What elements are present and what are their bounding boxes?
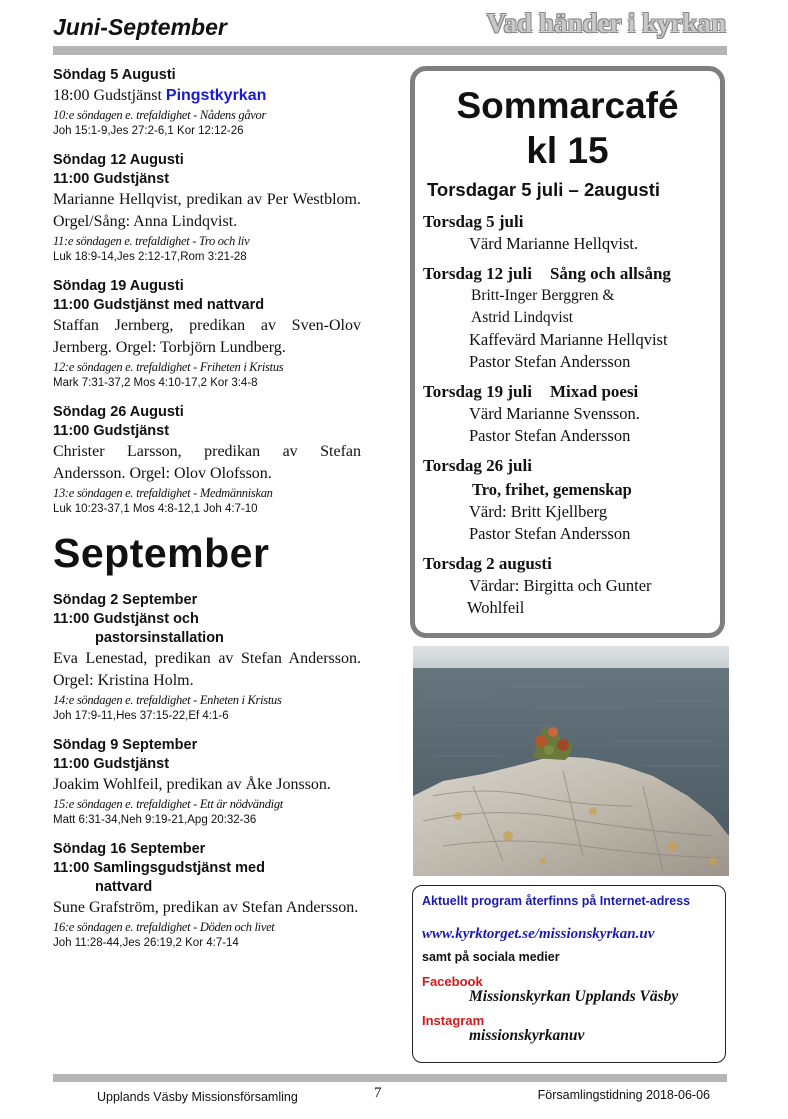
cafe-period: Torsdagar 5 juli – 2augusti [427,179,661,200]
service-entry [53,277,361,391]
cafe-theme: Mixad poesi [549,382,639,401]
cafe-host: Värd Marianne Hellqvist. [469,234,639,253]
social-media-note: samt på sociala medier [422,950,560,964]
cafe-title-line: Sommarcafé [456,85,679,126]
cafe-item [423,211,718,255]
service-title: 11:00 Gudstjänst [53,423,170,439]
service-title [53,610,361,648]
liturgical-sunday: 12:e söndagen e. trefaldighet - Friheten i Kristus [53,360,284,374]
instagram-label: Instagram [422,1013,485,1028]
cafe-day: Torsdag 5 juli [423,212,524,231]
service-description [53,85,361,107]
service-title [53,859,361,897]
liturgical-sunday: 14:e söndagen e. trefaldighet - Enheten i Kristus [53,693,282,707]
service-title: 11:00 Gudstjänst med nattvard [53,297,265,313]
cafe-performer: Britt-Inger Berggren & [471,287,615,304]
cafe-day: Torsdag 12 juli [423,264,532,283]
liturgical-sunday: 15:e söndagen e. trefaldighet - Ett är nödvändigt [53,797,283,811]
online-info-heading: Aktuellt program återfinns på Internet-adress [422,894,691,908]
cafe-schedule [423,211,718,627]
service-description: Eva Lenestad, predikan av Stefan Andersson. Orgel: Kristina Holm. [53,650,361,689]
cafe-host: Värd: Britt Kjellberg [469,502,608,521]
cafe-host: Wohlfeil [467,598,525,617]
cafe-theme: Tro, frihet, gemenskap [472,480,632,499]
service-date: Söndag 26 Augusti [53,404,184,420]
liturgical-sunday: 16:e söndagen e. trefaldighet - Döden och livet [53,920,275,934]
service-date: Söndag 16 September [53,841,206,857]
cafe-item [423,553,718,619]
footer-rule [53,1074,727,1082]
cafe-host: Värd Marianne Svensson. [469,404,640,423]
cafe-theme: Sång och allsång [549,264,671,283]
service-entry [53,151,361,265]
service-title: 11:00 Gudstjänst [53,756,170,772]
service-date: Söndag 19 Augusti [53,278,184,294]
cafe-title [415,83,720,173]
service-description: Staffan Jernberg, predikan av Sven-Olov Jernberg. Orgel: Torbjörn Lundberg. [53,317,361,356]
cafe-pastor: Pastor Stefan Andersson [469,426,631,445]
service-entry [53,66,361,139]
cafe-host: Kaffevärd Marianne Hellqvist [469,330,668,349]
service-title-line: 11:00 Gudstjänst och [53,611,199,627]
cafe-item [423,381,718,447]
cafe-pastor: Pastor Stefan Andersson [469,352,631,371]
cafe-item [423,263,718,373]
cafe-day-heading [423,381,718,403]
service-title-line: nattvard [95,879,153,895]
website-link[interactable]: www.kyrktorget.se/missionskyrkan.uv [422,926,655,942]
cafe-item [423,455,718,545]
cafe-host: Värdar: Birgitta och Gunter [469,576,652,595]
service-title: 11:00 Gudstjänst [53,171,170,187]
bible-references: Mark 7:31-37,2 Mos 4:10-17,2 Kor 3:4-8 [53,377,258,389]
liturgical-sunday: 11:e söndagen e. trefaldighet - Tro och liv [53,234,250,248]
instagram-account-link[interactable]: missionskyrkanuv [469,1027,585,1044]
bible-references: Joh 17:9-11,Hes 37:15-22,Ef 4:1-6 [53,710,229,722]
service-entry [53,591,361,724]
liturgical-sunday: 13:e söndagen e. trefaldighet - Medmänniskan [53,486,273,500]
service-description: Sune Grafström, predikan av Stefan Andersson. [53,899,359,916]
cafe-performer: Astrid Lindqvist [471,309,574,326]
bible-references: Luk 10:23-37,1 Mos 4:8-12,1 Joh 4:7-10 [53,503,258,515]
header-rule [53,46,727,55]
cafe-time: kl 15 [526,130,609,171]
venue-name: Pingstkyrkan [165,87,267,104]
service-date: Söndag 9 September [53,737,198,753]
cafe-day: Torsdag 2 augusti [423,554,552,573]
footer-organization: Upplands Väsby Missionsförsamling [97,1090,298,1104]
bible-references: Luk 18:9-14,Jes 2:12-17,Rom 3:21-28 [53,251,247,263]
facebook-label: Facebook [422,974,483,989]
cafe-day-heading [423,263,718,285]
service-date: Söndag 2 September [53,592,198,608]
bible-references: Joh 11:28-44,Jes 26:19,2 Kor 4:7-14 [53,937,239,949]
service-title-line: pastorsinstallation [95,630,224,646]
service-description: Marianne Hellqvist, predikan av Per Westblom. Orgel/Sång: Anna Lindqvist. [53,191,361,230]
cafe-day: Torsdag 19 juli [423,382,532,401]
month-heading: September [53,530,270,576]
service-description: Christer Larsson, predikan av Stefan Andersson. Orgel: Olov Olofsson. [53,443,361,482]
service-time: 18:00 Gudstjänst [53,87,166,104]
seashore-photo [413,646,729,876]
summer-cafe-box [410,66,725,638]
section-title: Juni-September [53,14,227,40]
online-info-box [412,885,726,1063]
service-entry [53,840,361,951]
page-number: 7 [374,1085,382,1101]
service-title-line: 11:00 Samlingsgudstjänst med [53,860,265,876]
bible-references: Joh 15:1-9,Jes 27:2-6,1 Kor 12:12-26 [53,125,244,137]
cafe-pastor: Pastor Stefan Andersson [469,524,631,543]
service-date: Söndag 5 Augusti [53,67,176,83]
page-heading: Vad händer i kyrkan [486,8,726,38]
service-description: Joakim Wohlfeil, predikan av Åke Jonsson. [53,776,331,793]
service-entry [53,403,361,517]
bible-references: Matt 6:31-34,Neh 9:19-21,Apg 20:32-36 [53,814,257,826]
service-entry [53,736,361,828]
facebook-page-link[interactable]: Missionskyrkan Upplands Väsby [469,988,679,1005]
service-schedule [53,66,361,963]
liturgical-sunday: 10:e söndagen e. trefaldighet - Nådens gåvor [53,108,267,122]
service-date: Söndag 12 Augusti [53,152,184,168]
footer-publication: Församlingstidning 2018-06-06 [537,1088,710,1102]
cafe-day: Torsdag 26 juli [423,456,532,475]
